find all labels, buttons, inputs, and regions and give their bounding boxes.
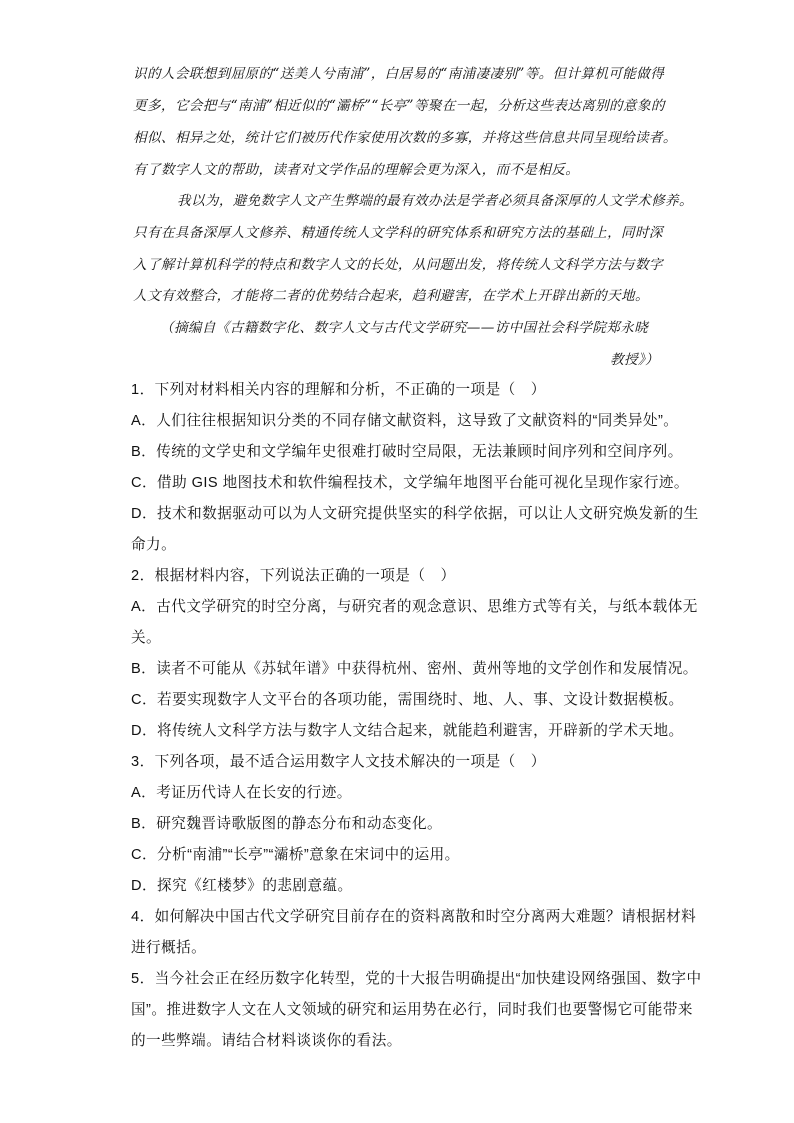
question-1-option-a: A．人们往往根据知识分类的不同存储文献资料，这导致了文献资料的“同类异处”。 (131, 413, 679, 429)
question-3-stem: 3．下列各项，最不适合运用数字人文技术解决的一项是（ ） (131, 754, 546, 770)
question-1-option-d: D．技术和数据驱动可以为人文研究提供坚实的科学依据，可以让人文研究焕发新的生 (131, 506, 699, 522)
question-1-stem: 1．下列对材料相关内容的理解和分析，不正确的一项是（ ） (131, 382, 546, 398)
question-3-option-d: D．探究《红楼梦》的悲剧意蕴。 (131, 878, 353, 894)
passage-line: 我以为，避免数字人文产生弊端的最有效办法是学者必须具备深厚的人文学术修养。 (177, 193, 693, 209)
question-3-option-a: A．考证历代诗人在长安的行迹。 (131, 785, 352, 801)
passage-line: 人文有效整合，才能将二者的优势结合起来，趋利避害，在学术上开辟出新的天地。 (133, 288, 649, 304)
question-2-option-a: 关。 (131, 630, 162, 646)
question-5-text: 国”。推进数字人文在人文领域的研究和运用势在必行，同时我们也要警惕它可能带来 (131, 1002, 693, 1018)
question-4-text: 4．如何解决中国古代文学研究目前存在的资料离散和时空分离两大难题？请根据材料 (131, 909, 697, 925)
question-2-option-a: A．古代文学研究的时空分离，与研究者的观念意识、思维方式等有关，与纸本载体无 (131, 599, 698, 615)
question-2-stem: 2．根据材料内容，下列说法正确的一项是（ ） (131, 568, 456, 584)
passage-line: 入了解计算机科学的特点和数字人文的长处，从问题出发，将传统人文科学方法与数字 (133, 257, 663, 273)
question-5-text: 的一些弊端。请结合材料谈谈你的看法。 (131, 1033, 402, 1049)
passage-line: 相似、相异之处，统计它们被历代作家使用次数的多寡，并将这些信息共同呈现给读者。 (133, 130, 677, 146)
source-attribution: 教授》） (610, 352, 659, 368)
question-3-option-c: C．分析“南浦”“长亭”“灞桥”意象在宋词中的运用。 (131, 847, 460, 863)
question-2-option-d: D．将传统人文科学方法与数字人文结合起来，就能趋利避害，开辟新的学术天地。 (131, 723, 684, 739)
passage-line: 识的人会联想到屈原的“送美人兮南浦”，白居易的“南浦凄凄别”等。但计算机可能做得 (133, 66, 665, 82)
passage-line: 有了数字人文的帮助，读者对文学作品的理解会更为深入，而不是相反。 (133, 162, 580, 178)
question-5-text: 5．当今社会正在经历数字化转型，党的十大报告明确提出“加快建设网络强国、数字中 (131, 971, 702, 987)
question-2-option-b: B．读者不可能从《苏轼年谱》中获得杭州、密州、黄州等地的文学创作和发展情况。 (131, 661, 698, 677)
question-4-text: 进行概括。 (131, 940, 207, 956)
source-attribution: （摘编自《古籍数字化、数字人文与古代文学研究——访中国社会科学院郑永晓 (160, 320, 649, 336)
question-1-option-c: C．借助 GIS 地图技术和软件编程技术，文学编年地图平台能可视化呈现作家行迹。 (131, 475, 689, 491)
question-3-option-b: B．研究魏晋诗歌版图的静态分布和动态变化。 (131, 816, 443, 832)
passage-line: 只有在具备深厚人文修养、精通传统人文学科的研究体系和研究方法的基础上，同时深 (133, 225, 663, 241)
question-1-option-b: B．传统的文学史和文学编年史很难打破时空局限，无法兼顾时间序列和空间序列。 (131, 444, 683, 460)
question-2-option-c: C．若要实现数字人文平台的各项功能，需围绕时、地、人、事、文设计数据模板。 (131, 692, 684, 708)
question-1-option-d: 命力。 (131, 537, 177, 553)
passage-line: 更多，它会把与“南浦”相近似的“灞桥”“长亭”等聚在一起，分析这些表达离别的意象的 (133, 98, 665, 114)
